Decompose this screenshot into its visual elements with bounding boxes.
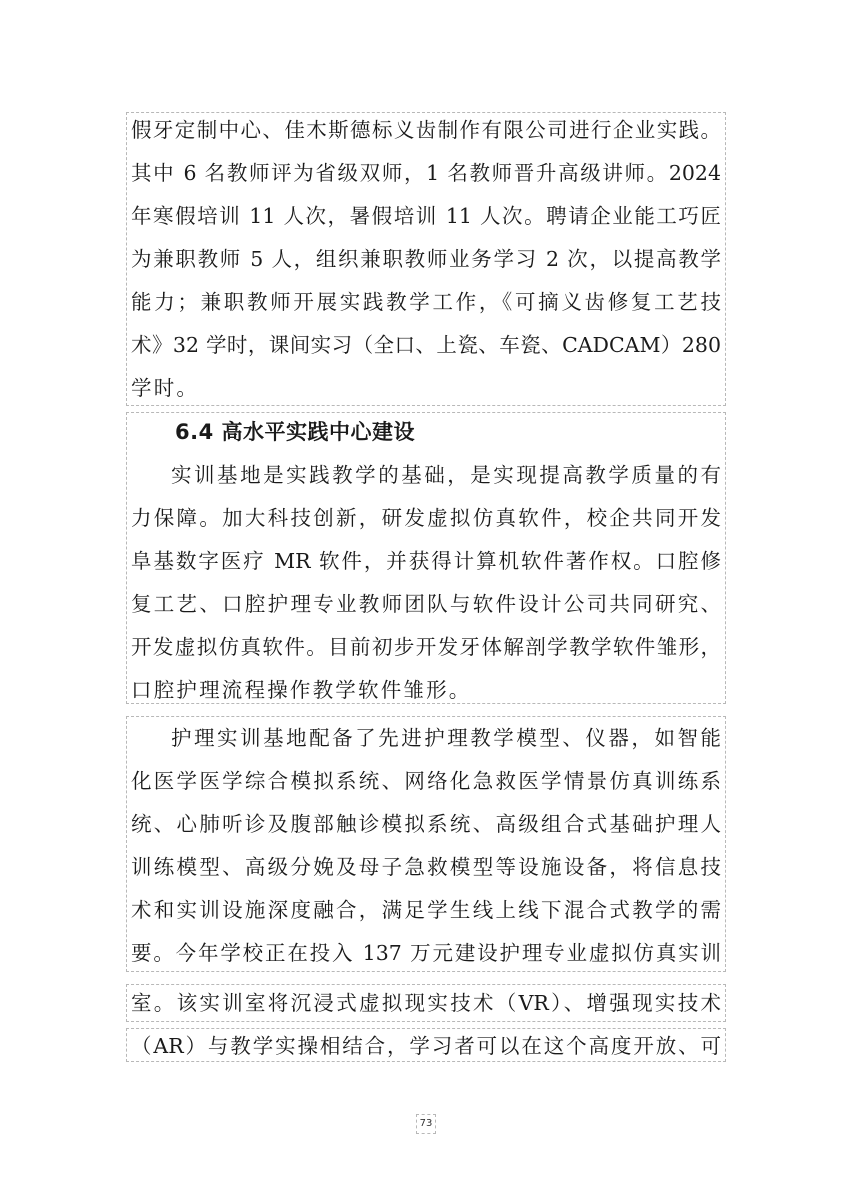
paragraph-line: 阜基数字医疗 MR 软件，并获得计算机软件著作权。口腔修 xyxy=(131,549,721,573)
text-block-1 xyxy=(126,112,726,406)
paragraph-line: 假牙定制中心、佳木斯德标义齿制作有限公司进行企业实践。 xyxy=(131,118,721,142)
paragraph-line: 年寒假培训 11 人次，暑假培训 11 人次。聘请企业能工巧匠 xyxy=(131,204,721,228)
paragraph-line: 要。今年学校正在投入 137 万元建设护理专业虚拟仿真实训 xyxy=(131,941,721,965)
paragraph-line: （AR）与教学实操相结合，学习者可以在这个高度开放、可 xyxy=(131,1034,721,1058)
paragraph-line: 统、心肺听诊及腹部触诊模拟系统、高级组合式基础护理人 xyxy=(131,812,721,836)
paragraph-line: 室。该实训室将沉浸式虚拟现实技术（VR）、增强现实技术 xyxy=(131,991,721,1015)
paragraph-line: 开发虚拟仿真软件。目前初步开发牙体解剖学教学软件雏形， xyxy=(131,635,721,659)
paragraph-line: 护理实训基地配备了先进护理教学模型、仪器，如智能 xyxy=(171,726,721,750)
paragraph-line: 为兼职教师 5 人，组织兼职教师业务学习 2 次，以提高教学 xyxy=(131,247,721,271)
paragraph-line: 实训基地是实践教学的基础，是实现提高教学质量的有 xyxy=(171,463,721,487)
text-block-2 xyxy=(126,412,726,704)
paragraph-line: 学时。 xyxy=(131,376,200,400)
text-block-4 xyxy=(126,984,726,1022)
paragraph-line: 术和实训设施深度融合，满足学生线上线下混合式教学的需 xyxy=(131,898,721,922)
paragraph-line: 复工艺、口腔护理专业教师团队与软件设计公司共同研究、 xyxy=(131,592,721,616)
paragraph-line: 术》32 学时，课间实习（全口、上瓷、车瓷、CADCAM）280 xyxy=(131,333,721,357)
text-block-5 xyxy=(126,1028,726,1062)
text-block-3 xyxy=(126,716,726,972)
paragraph-line: 其中 6 名教师评为省级双师，1 名教师晋升高级讲师。2024 xyxy=(131,161,721,185)
paragraph-line: 化医学医学综合模拟系统、网络化急救医学情景仿真训练系 xyxy=(131,769,721,793)
paragraph-line: 力保障。加大科技创新，研发虚拟仿真软件，校企共同开发 xyxy=(131,506,721,530)
paragraph-line: 训练模型、高级分娩及母子急救模型等设施设备，将信息技 xyxy=(131,855,721,879)
section-heading: 6.4 高水平实践中心建设 xyxy=(175,420,416,444)
page-number: 73 xyxy=(416,1114,436,1134)
paragraph-line: 口腔护理流程操作教学软件雏形。 xyxy=(131,678,472,702)
paragraph-line: 能力；兼职教师开展实践教学工作，《可摘义齿修复工艺技 xyxy=(131,290,721,314)
